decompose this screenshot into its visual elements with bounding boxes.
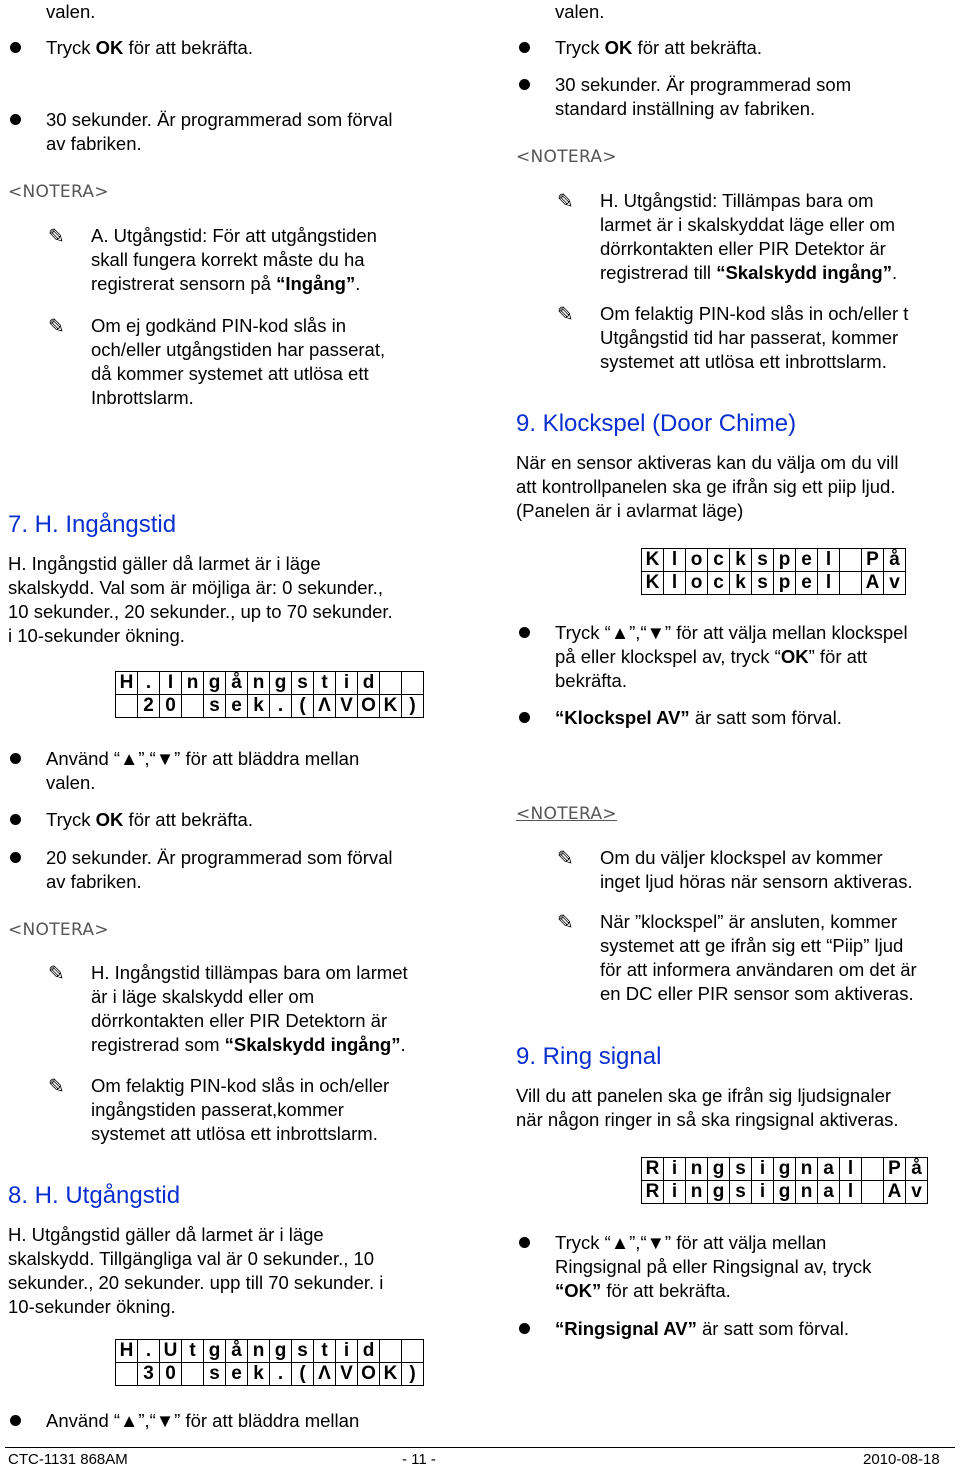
bullet-chime-default: “Klockspel AV” är satt som förval. xyxy=(555,707,842,728)
bullet-chime-navigate: Tryck “▲”,“▼” för att välja mellan klockspel på eller klockspel av, tryck “OK” för att bekräfta. xyxy=(555,622,908,691)
lcd-row: R i n g s i g n a l A v xyxy=(596,1181,928,1204)
writing-hand-icon: ✎ xyxy=(557,189,574,213)
note-item: Om ej godkänd PIN-kod slås in och/eller utgångstiden har passerat, då kommer systemet att utlösa ett Inbrottslarm. xyxy=(91,315,386,408)
lcd-display-exit-delay xyxy=(87,1339,424,1386)
arrow-up-icon: ▲ xyxy=(120,1410,139,1431)
writing-hand-icon: ✎ xyxy=(557,846,574,870)
section-heading-8: 8. H. Utgångstid xyxy=(8,1182,181,1209)
section-paragraph-7: H. Ingångstid gäller då larmet är i läge skalskydd. Val som är möjliga är: 0 sekunder., 10 sekunder., 20 sekunder., up to 70 sekunder. i 10-sekunder ökning. xyxy=(8,553,393,646)
note-item: Om felaktig PIN-kod slås in och/eller ingångstiden passerat,kommer systemet att utlösa ett inbrottslarm. xyxy=(91,1075,390,1144)
section-paragraph-9-chime: När en sensor aktiveras kan du välja om du vill att kontrollpanelen ska ge ifrån sig ett piip ljud. (Panelen är i avlarmat läge) xyxy=(516,452,899,521)
writing-hand-icon: ✎ xyxy=(48,1074,65,1098)
arrow-up-icon: ▲ xyxy=(610,622,630,643)
note-label: <NOTERA> xyxy=(516,804,617,824)
footer-page-number: - 11 - xyxy=(402,1451,436,1468)
bullet-default: 30 sekunder. Är programmerad som standard inställning av fabriken. xyxy=(555,74,852,119)
continuation-text: valen. xyxy=(46,1,96,22)
section-paragraph-8: H. Utgångstid gäller då larmet är i läge skalskydd. Tillgängliga val är 0 sekunder., 10 sekunder., 20 sekunder. upp till 70 sekunder. i 10-sekunder ökning. xyxy=(8,1224,384,1317)
section-heading-7: 7. H. Ingångstid xyxy=(8,511,177,538)
bullet-default: 30 sekunder. Är programmerad som förval av fabriken. xyxy=(46,109,393,154)
bullet-default: 20 sekunder. Är programmerad som förval av fabriken. xyxy=(46,847,393,892)
note-item: Om du väljer klockspel av kommer inget ljud höras när sensorn aktiveras. xyxy=(600,847,913,892)
bullet-navigate: Använd “▲”,“▼” för att bläddra mellan valen. xyxy=(46,748,360,793)
arrow-down-icon: ▼ xyxy=(155,1410,175,1431)
note-item: Om felaktig PIN-kod slås in och/eller t Utgångstid tid har passerat, kommer systemet att utlösa ett inbrottslarm. xyxy=(600,303,909,372)
arrow-down-icon: ▼ xyxy=(646,622,665,643)
lcd-row: R i n g s i g n a l P å xyxy=(596,1158,928,1181)
lcd-row: 3 0 s e k . ( Λ V O K ) xyxy=(87,1363,424,1386)
bullet-ring-default: “Ringsignal AV” är satt som förval. xyxy=(555,1318,849,1339)
lcd-display-chime xyxy=(596,548,906,595)
bullet-confirm: Tryck OK för att bekräfta. xyxy=(46,37,253,58)
lcd-row: K l o c k s p e l P å xyxy=(596,549,906,572)
arrow-up-icon: ▲ xyxy=(120,748,139,769)
lcd-row: K l o c k s p e l A v xyxy=(596,572,906,595)
lcd-row: 2 0 s e k . ( Λ V O K ) xyxy=(87,695,424,718)
writing-hand-icon: ✎ xyxy=(557,910,574,934)
note-label: <NOTERA> xyxy=(8,182,109,202)
section-heading-9-ring: 9. Ring signal xyxy=(516,1043,662,1070)
section-heading-9-chime: 9. Klockspel (Door Chime) xyxy=(516,410,797,437)
note-item: A. Utgångstid: För att utgångstiden skall fungera korrekt måste du ha registrerat sensorn på “Ingång”. xyxy=(91,225,377,294)
footer-doc-id: CTC-1131 868AM xyxy=(8,1451,128,1468)
note-label: <NOTERA> xyxy=(8,920,109,940)
writing-hand-icon: ✎ xyxy=(48,961,65,985)
lcd-row: H . U t g å n g s t i d xyxy=(87,1340,424,1363)
lcd-row: H . I n g å n g s t i d xyxy=(87,672,424,695)
lcd-display-ring-signal xyxy=(596,1157,928,1204)
note-item: H. Utgångstid: Tillämpas bara om larmet är i skalskyddat läge eller om dörrkontakten eller PIR Detektor är registrerad till “Skalskydd ingång”. xyxy=(600,190,898,283)
writing-hand-icon: ✎ xyxy=(557,302,574,326)
bullet-ring-navigate: Tryck “▲”,“▼” för att välja mellan Ringsignal på eller Ringsignal av, tryck “OK” för att bekräfta. xyxy=(555,1232,872,1301)
lcd-display-entry-delay xyxy=(87,671,424,718)
bullet-confirm: Tryck OK för att bekräfta. xyxy=(46,809,253,830)
writing-hand-icon: ✎ xyxy=(48,224,65,248)
arrow-up-icon: ▲ xyxy=(610,1232,630,1253)
continuation-text: valen. xyxy=(555,1,605,22)
section-paragraph-9-ring: Vill du att panelen ska ge ifrån sig ljudsignaler när någon ringer in så ska ringsignal aktiveras. xyxy=(516,1085,899,1130)
arrow-down-icon: ▼ xyxy=(155,748,175,769)
bullet-confirm: Tryck OK för att bekräfta. xyxy=(555,37,762,58)
arrow-down-icon: ▼ xyxy=(646,1232,665,1253)
bullet-navigate: Använd “▲”,“▼” för att bläddra mellan xyxy=(46,1410,360,1431)
note-label: <NOTERA> xyxy=(516,147,617,167)
note-item: H. Ingångstid tillämpas bara om larmet är i läge skalskydd eller om dörrkontakten eller PIR Detektorn är registrerad som “Skalskydd ingång”. xyxy=(91,962,408,1055)
writing-hand-icon: ✎ xyxy=(48,314,65,338)
note-item: När ”klockspel” är ansluten, kommer systemet att ge ifrån sig ett “Piip” ljud för att informera användaren om det är en DC eller PIR sensor som aktiveras. xyxy=(600,911,917,1004)
footer-divider xyxy=(5,1447,955,1448)
footer-date: 2010-08-18 xyxy=(863,1451,940,1468)
